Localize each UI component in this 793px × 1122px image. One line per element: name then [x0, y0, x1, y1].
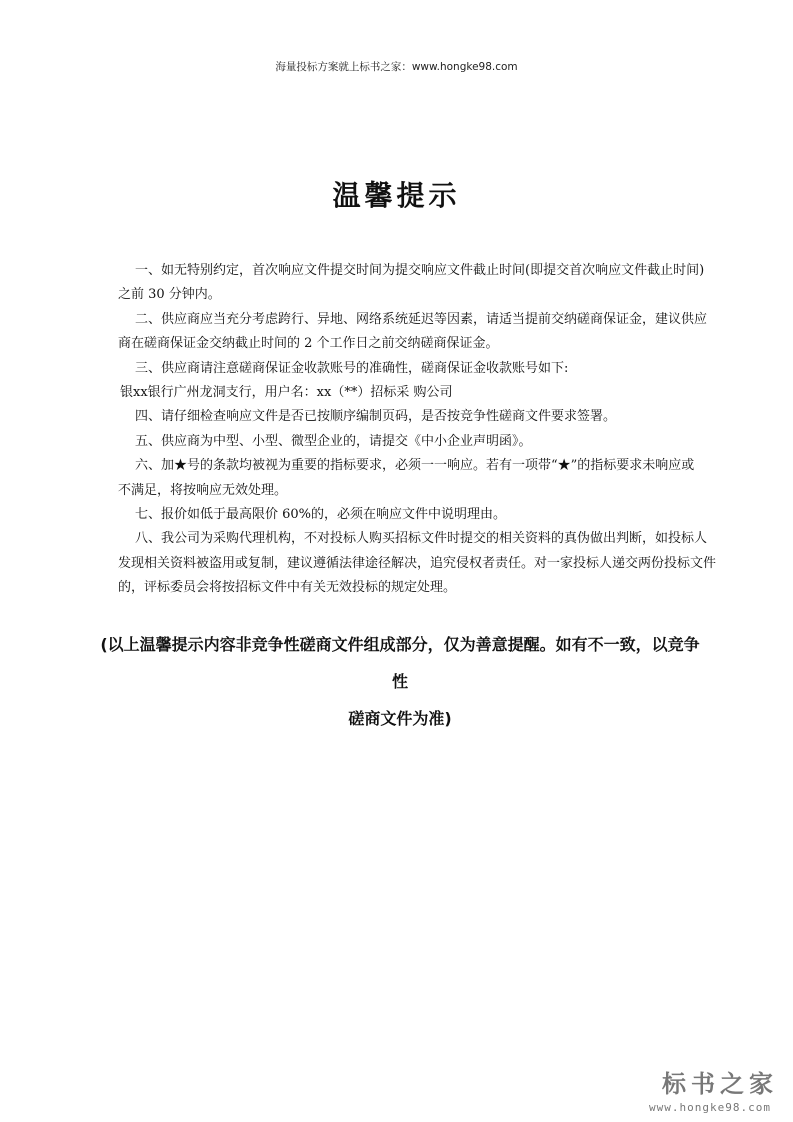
page-header: 海量投标方案就上标书之家：www.hongke98.com: [275, 61, 518, 73]
logo-url: www.hongke98.com: [649, 1101, 771, 1114]
page-title: 温馨提示: [332, 179, 461, 212]
p8-line2: 发现相关资料被盗用或复制，建议遵循法律途径解决，追究侵权者责任。对一家投标人递交两份投标文件: [118, 555, 717, 571]
p1-line2: 之前 30 分钟内。: [118, 287, 221, 303]
p6-line2: 不满足，将按响应无效处理。: [118, 482, 288, 498]
notice-body: [118, 259, 717, 600]
p8-line3: 的，评标委员会将按招标文件中有关无效投标的规定处理。: [118, 580, 457, 596]
p5-line1: 五、供应商为中型、小型、微型企业的，请提交《中小企业声明函》。: [135, 433, 532, 449]
logo-name: 标书之家: [662, 1070, 778, 1098]
p4-line1: 四、请仔细检查响应文件是否已按顺序编制页码，是否按竞争性磋商文件要求签署。: [135, 409, 617, 425]
p7-line1: 七、报价如低于最高限价 60%的，必须在响应文件中说明理由。: [135, 506, 507, 522]
bank-account-line: 银xx银行广州龙洞支行，用户名：xx（**）招标采 购公司: [120, 384, 453, 400]
note-line2: 磋商文件为准): [348, 709, 452, 728]
watermark-logo: [649, 1064, 785, 1114]
p2-line2: 商在磋商保证金交纳截止时间的 2 个工作日之前交纳磋商保证金。: [118, 336, 499, 352]
disclaimer-note: [100, 626, 700, 737]
p1-line1: 一、如无特别约定，首次响应文件提交时间为提交响应文件截止时间(即提交首次响应文件截止时间): [135, 263, 705, 278]
p2-line1: 二、供应商应当充分考虑跨行、异地、网络系统延迟等因素，请适当提前交纳磋商保证金，建议供应: [135, 311, 708, 327]
note-line1: (以上温馨提示内容非竞争性磋商文件组成部分，仅为善意提醒。如有不一致，以竞争性: [100, 635, 700, 691]
p3-line1: 三、供应商请注意磋商保证金收款账号的准确性，磋商保证金收款账号如下:: [135, 360, 569, 376]
p6-line1: 六、加★号的条款均被视为重要的指标要求，必须一一响应。若有一项带“★”的指标要求未响应或: [135, 458, 695, 474]
p8-line1: 八、我公司为采购代理机构，不对投标人购买招标文件时提交的相关资料的真伪做出判断，如投标人: [135, 531, 708, 547]
